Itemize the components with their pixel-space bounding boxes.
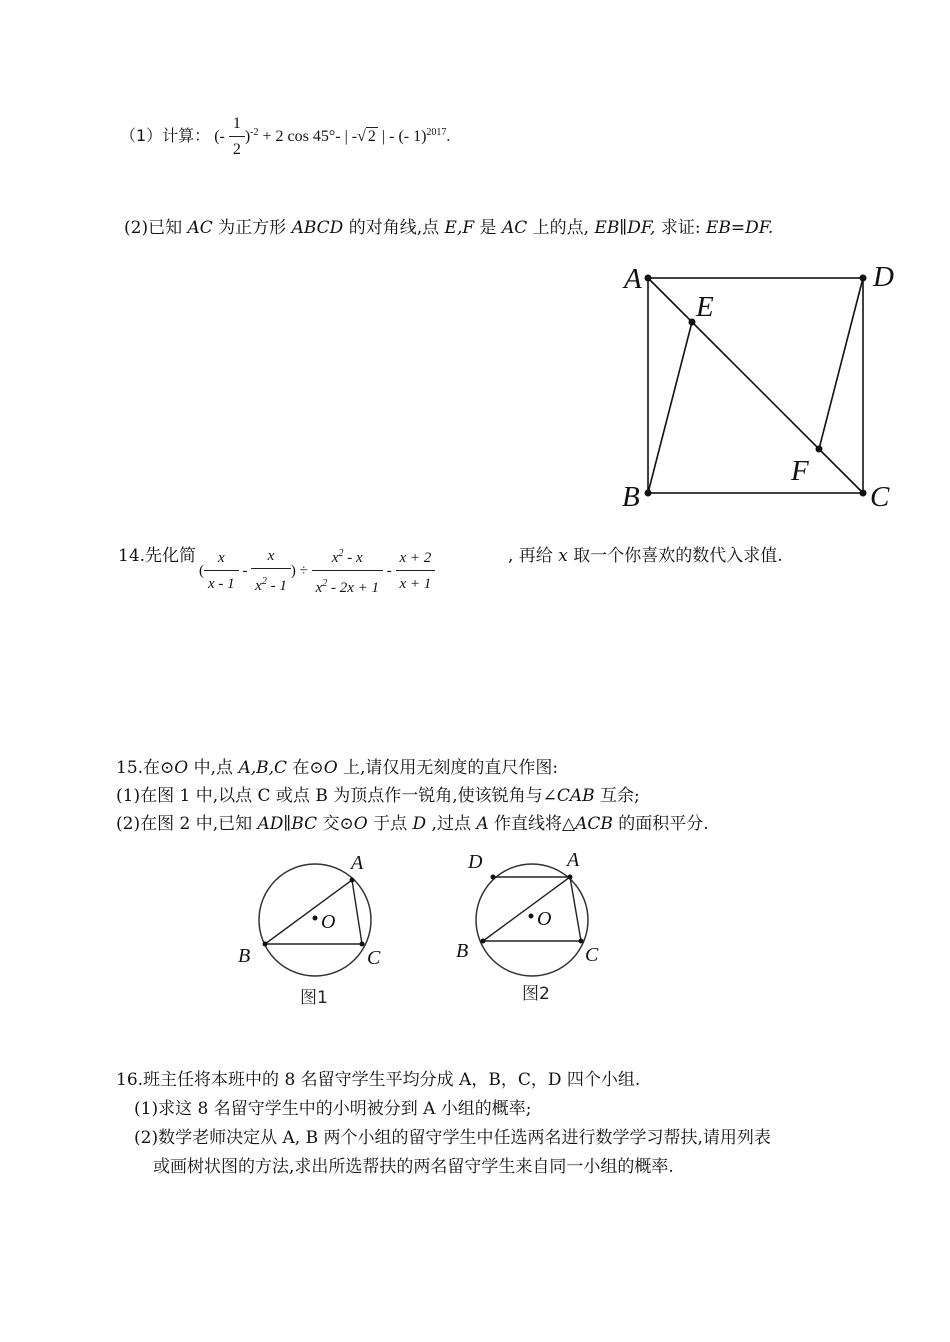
proof-t1: 为正方形 — [212, 218, 292, 238]
frac3-den-tail: - 2x + 1 — [327, 580, 380, 596]
frac3-num-exp: 2 — [338, 548, 344, 559]
q15-l1-b: 中,点 — [188, 758, 239, 778]
q15-l3-c: 于点 — [367, 814, 413, 834]
parallel-condition: EB∥DF, — [594, 218, 656, 238]
fig2-label-b: B — [456, 940, 469, 962]
q15-abc: A,B,C — [238, 758, 288, 778]
fig2-label-d: D — [468, 851, 483, 873]
q16-line-1: 16.班主任将本班中的 8 名留守学生平均分成 A，B，C，D 四个小组. — [116, 1070, 641, 1090]
exp-neg-two: -2 — [250, 126, 259, 138]
q16-line-4: 或画树状图的方法,求出所选帮扶的两名留守学生来自同一小组的概率. — [153, 1157, 674, 1177]
frac2-den-base: x — [255, 578, 262, 594]
half-den: 2 — [232, 141, 241, 158]
exp-2017: 2017 — [426, 126, 447, 138]
q14-expression: ( $\frac{x}{x - 1}$ - $\frac{x}{x^2 - 1}$ ) ÷ $\frac{x^2 - x}{x^2 - 2x + 1}$ - $\frac{x + 2}{x + 1}$ — [199, 542, 435, 601]
frac3-num-tail: - x — [343, 550, 363, 566]
proof-t4: 上的点, — [527, 218, 595, 238]
frac2-den-tail: - 1 — [266, 578, 287, 594]
q14-suffix-b: 取一个你喜欢的数代入求值. — [567, 546, 783, 566]
q15-l2-b: 互余; — [594, 786, 640, 806]
calc-prefix: （1）计算： — [120, 126, 211, 146]
frac3-den-exp: 2 — [322, 578, 328, 589]
q16-line-3: (2)数学老师决定从 A, B 两个小组的留守学生中任选两名进行数学学习帮扶,请用列表 — [134, 1128, 771, 1148]
frac2-den-exp: 2 — [261, 576, 267, 587]
calc-end: . — [446, 128, 451, 146]
q15-a: A — [476, 814, 489, 834]
fig2-caption: 图2 — [522, 984, 550, 1004]
fig1-label-a: A — [351, 852, 364, 874]
points-ef: E,F — [444, 218, 475, 238]
seg-ac-2: AC — [501, 218, 528, 238]
q15-ad-bc: AD∥BC — [257, 814, 318, 834]
label-c: C — [870, 481, 890, 513]
label-d: D — [873, 261, 894, 293]
q15-d: D — [412, 814, 427, 834]
proof-t2: 的对角线,点 — [343, 218, 445, 238]
fig1-label-o: O — [321, 911, 336, 933]
q15-acb: ACB — [575, 814, 613, 834]
q15-l2-a: (1)在图 1 中,以点 C 或点 B 为顶点作一锐角,使该锐角与∠ — [116, 786, 557, 806]
q14-x: x — [558, 546, 568, 566]
seg-ac: AC — [187, 218, 213, 238]
half-num: 1 — [229, 112, 245, 137]
q14-divide: ÷ — [299, 562, 308, 579]
frac2-num: x — [251, 544, 291, 569]
calc-after-sqrt: | - (- 1) — [381, 128, 427, 146]
q15-o3: O — [353, 814, 368, 834]
frac4-den: x + 1 — [399, 576, 432, 592]
label-a: A — [624, 263, 642, 295]
q15-l3-a: (2)在图 2 中,已知 — [116, 814, 258, 834]
proof-prefix: (2)已知 — [124, 218, 188, 238]
frac3-den-base: x — [315, 580, 323, 596]
frac3-num-base: x — [331, 550, 339, 566]
fig1-label-b: B — [238, 945, 251, 967]
q15-l3-e: 作直线将△ — [488, 814, 576, 834]
q15-l1-a: 15.在⊙ — [116, 758, 175, 778]
q15-l3-f: 的面积平分. — [612, 814, 709, 834]
q14-prefix: 14.先化简 — [118, 546, 197, 566]
fig2-label-o: O — [537, 908, 552, 930]
label-f: F — [791, 455, 809, 487]
proof-goal: EB=DF. — [705, 218, 774, 238]
proof-t5: 求证: — [655, 218, 706, 238]
label-b: B — [622, 481, 640, 513]
calc-problem: （1）计算： (- $\frac{1}{2}$ )$^{-2}$ + 2 cos 45°- | -√ 2 | - (- 1)$^{2017}$. — [120, 112, 450, 163]
q15-cab: CAB — [556, 786, 595, 806]
frac1-den: x - 1 — [208, 576, 235, 592]
fig2-label-c: C — [585, 944, 599, 966]
q14-suffix-a: , 再给 — [508, 546, 559, 566]
q14-minus-2: - — [386, 562, 392, 579]
square-name: ABCD — [291, 218, 344, 238]
q15-o1: O — [174, 758, 189, 778]
sqrt-arg: 2 — [367, 128, 376, 146]
q16-line-2: (1)求这 8 名留守学生中的小明被分到 A 小组的概率; — [134, 1099, 532, 1119]
fig1-label-c: C — [367, 947, 381, 969]
q15-l3-d: ,过点 — [426, 814, 477, 834]
fig2-label-a: A — [567, 849, 580, 871]
q14-minus: - — [242, 562, 248, 579]
label-e: E — [696, 291, 714, 323]
frac1-num: x — [204, 546, 239, 571]
q15-l3-b: 交⊙ — [317, 814, 354, 834]
fig1-caption: 图1 — [300, 988, 328, 1008]
calc-open: (- — [214, 128, 225, 146]
frac4-num: x + 2 — [396, 546, 436, 571]
calc-middle: + 2 cos 45°- | - — [262, 128, 358, 146]
q15-l1-c: 在⊙ — [287, 758, 324, 778]
q15-l1-d: 上,请仅用无刻度的直尺作图: — [337, 758, 559, 778]
q15-o2: O — [323, 758, 338, 778]
proof-t3: 是 — [474, 218, 502, 238]
